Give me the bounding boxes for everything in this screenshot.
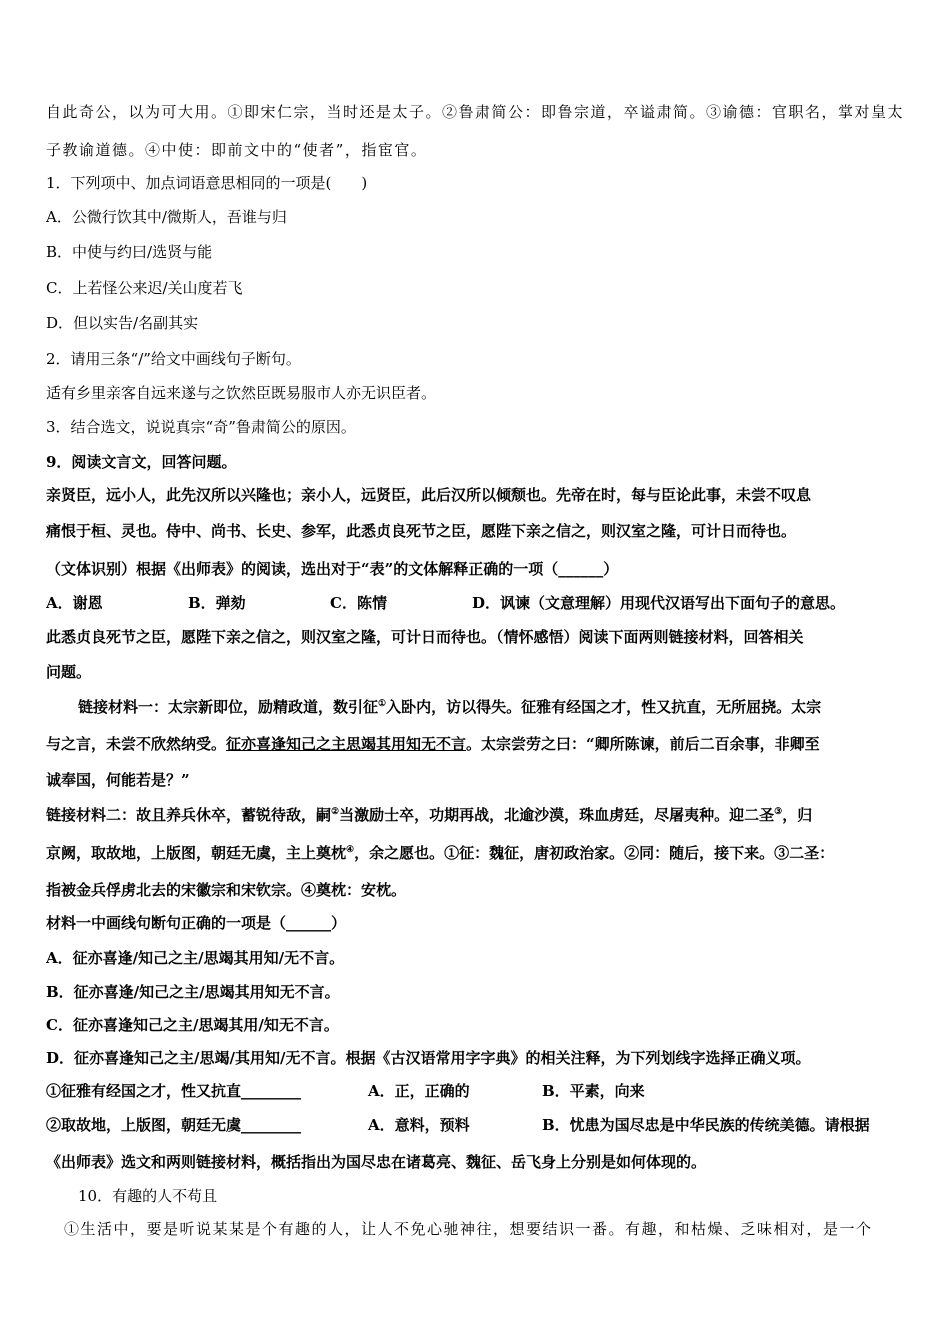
genre-option-c: C．陈情 [330,594,387,612]
meaning-item-2-option-b: B．忧患为国尽忠是中华民族的传统美德。请根据 [542,1116,870,1134]
summary-question: 《出师表》选文和两则链接材料，概括指出为国尽忠在诸葛亮、魏征、岳飞身上分别是如何体现的。 [46,1153,707,1171]
meaning-item-1-question: ①征雅有经国之才，性又抗直________ [46,1082,302,1100]
translation-sentence-cont: 问题。 [46,663,92,681]
material-1-line-1 [78,697,908,717]
material-2-line-2 [46,843,908,863]
question-1-stem: 1．下列项中、加点词语意思相同的一项是( ) [46,174,368,192]
meaning-item-2-question: ②取故地，上版图，朝廷无虞________ [46,1116,302,1134]
material-1-text: 入卧内，访以得失。征雅有经国之才，性又抗直，无所屈挠。太宗 [386,698,822,716]
genre-question-options [46,593,908,613]
meaning-item-2-option-a: A．意料，预料 [368,1116,470,1134]
punctuation-question-stem: 材料一中画线句断句正确的一项是（______） [46,914,347,932]
footnote-marker: ② [331,807,340,817]
meaning-item-1-option-a: A．正，正确的 [368,1082,470,1100]
material-1-text: 链接材料一：太宗新即位，励精政道，数引征 [78,698,379,716]
footnote-marker: ① [378,699,387,709]
material-2-text: ，余之愿也。①征：魏征，唐初政治家。②同：随后，接下来。③二圣： [354,844,835,862]
question-1-option-c: C．上若怪公来迟/关山度若飞 [46,279,243,297]
underlined-sentence: 征亦喜逢知己之主思竭其用知无不言 [226,735,467,753]
punctuation-option-d: D．征亦喜逢知己之主/思竭/其用知/无不言。根据《古汉语常用字字典》的相关注释，为下列划线字选择正确义项。 [46,1049,811,1067]
punctuation-option-a: A．征亦喜逢/知己之主/思竭其用知/无不言。 [46,949,345,967]
question-9-heading: 9．阅读文言文，回答问题。 [46,453,237,471]
footnote-line-2: 子教谕道德。④中使：即前文中的“使者”，指宦官。 [46,141,428,159]
material-1-text: 。太宗尝劳之曰：“卿所陈谏，前后二百余事，非卿至 [466,735,820,753]
footnote-line-1: 自此奇公，以为可大用。①即宋仁宗，当时还是太子。②鲁肃简公：即鲁宗道，卒谥肃简。③谕德：官职名，掌对皇太 [46,103,905,121]
material-2-line-3: 指被金兵俘虏北去的宋徽宗和宋钦宗。④奠枕：安枕。 [46,881,407,899]
material-2-text: ，归 [782,806,813,824]
material-2-text: 京阙，取故地，上版图，朝廷无虞，主上奠枕 [46,844,347,862]
material-1-text: 与之言，未尝不欣然纳受。 [46,735,227,753]
genre-option-b: B．弹劾 [188,594,246,612]
question-2-stem: 2．请用三条“/”给文中画线句子断句。 [46,350,301,368]
genre-question-stem: （文体识别）根据《出师表》的阅读，选出对于“表”的文体解释正确的一项（______） [46,560,619,578]
question-1-option-d: D．但以实告/名副其实 [46,314,199,332]
punctuation-option-b: B．征亦喜逢/知己之主/思竭其用知无不言。 [46,983,340,1001]
question-1-option-b: B．中使与约曰/选贤与能 [46,243,213,261]
passage-line-1: 亲贤臣，远小人，此先汉所以兴隆也；亲小人，远贤臣，此后汉所以倾颓也。先帝在时，每与臣论此事，未尝不叹息 [46,486,812,504]
question-3-stem: 3．结合选文，说说真宗“奇”鲁肃简公的原因。 [46,418,356,436]
meaning-item-2 [46,1115,908,1135]
genre-option-d: D．讽谏（文意理解）用现代汉语写出下面句子的意思。 [472,594,846,612]
essay-paragraph-1: ①生活中，要是听说某某是个有趣的人，让人不免心驰神往，想要结识一番。有趣，和枯燥、乏味相对，是一个 [64,1220,873,1238]
question-2-sentence: 适有乡里亲客自远来遂与之饮然臣既易服市人亦无识臣者。 [46,384,437,402]
genre-option-a: A．谢恩 [46,594,103,612]
material-2-text: 链接材料二：故且养兵休卒，蓄锐待敌，嗣 [46,806,332,824]
material-1-line-2 [46,734,908,754]
translation-sentence: 此悉贞良死节之臣，愿陛下亲之信之，则汉室之隆，可计日而待也。（情怀感悟）阅读下面两则链接材料，回答相关 [46,628,804,646]
meaning-item-1 [46,1081,908,1101]
question-10-title: 10．有趣的人不苟且 [78,1187,218,1205]
footnote-marker: ③ [774,807,783,817]
material-2-line-1 [46,805,908,825]
footnote-marker: ④ [346,845,355,855]
punctuation-option-c: C．征亦喜逢知己之主/思竭其用/知无不言。 [46,1016,339,1034]
material-2-text: 当激励士卒，功期再战，北逾沙漠，珠血虏廷，尽屠夷种。迎二圣 [339,806,775,824]
passage-line-2: 痛恨于桓、灵也。侍中、尚书、长史、参军，此悉贞良死节之臣，愿陛下亲之信之，则汉室之隆，可计日而待也。 [46,522,797,540]
question-1-option-a: A．公微行饮其中/微斯人，吾谁与归 [46,208,287,226]
meaning-item-1-option-b: B．平素，向来 [542,1082,645,1100]
material-1-line-3: 诚奉国，何能若是？” [46,771,190,789]
